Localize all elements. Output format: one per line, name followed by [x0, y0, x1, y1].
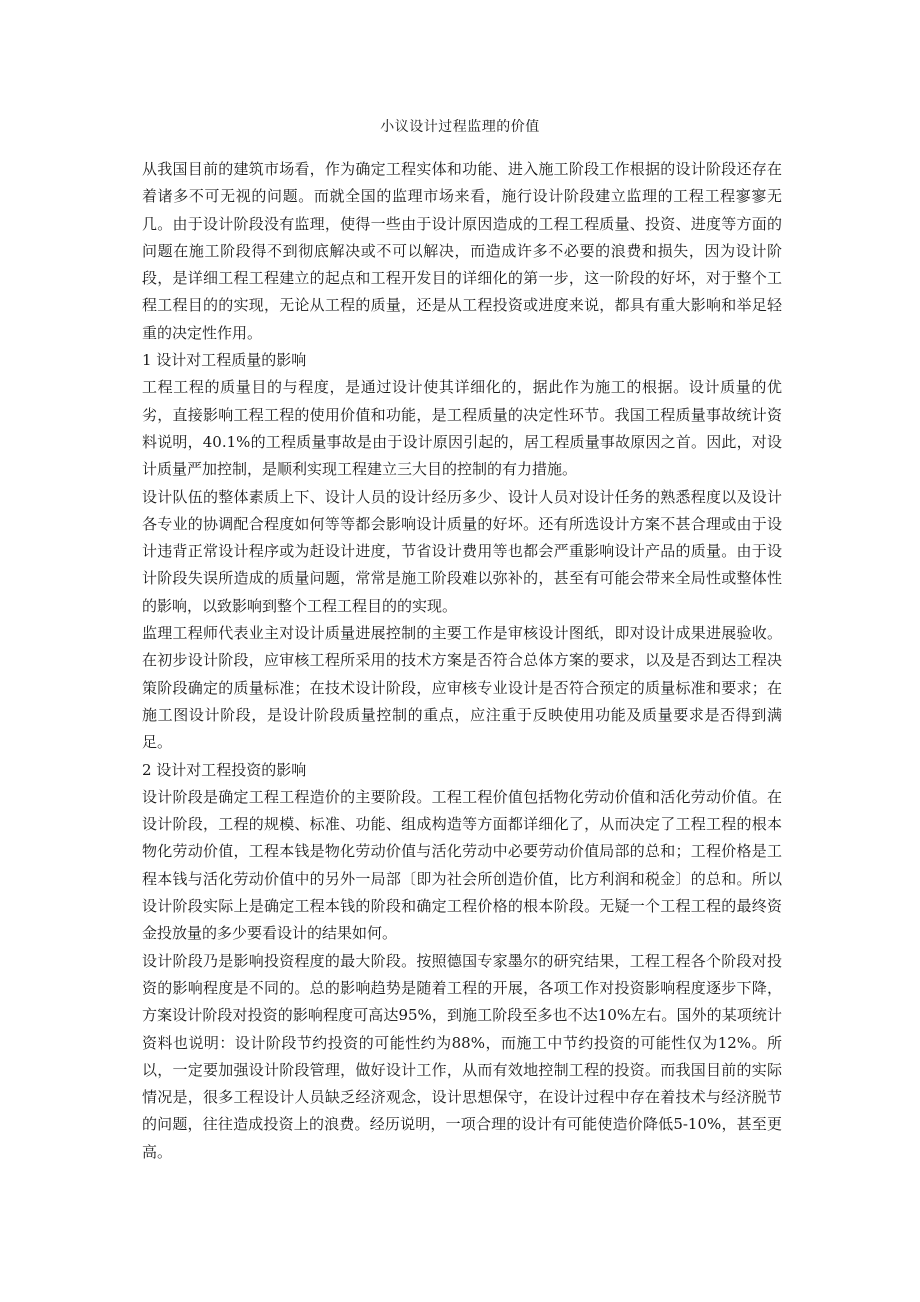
- document-body: [142, 156, 782, 1166]
- page-title: 小议设计过程监理的价值: [380, 119, 540, 135]
- paragraph-quality-goal: 工程工程的质量目的与程度，是通过设计使其详细化的，据此作为施工的根据。设计质量的优劣，直接影响工程工程的使用价值和功能，是工程质量的决定性环节。我国工程质量事故统计资料说明，40.1%的工程质量事故是由于设计原因引起的，居工程质量事故原因之首。因此，对设计质量严加控制，是顺利实现工程建立三大目的控制的有力措施。: [142, 378, 782, 479]
- paragraph-supervision: 监理工程师代表业主对设计质量进展控制的主要工作是审核设计图纸，即对设计成果进展验收。在初步设计阶段，应审核工程所采用的技术方案是否符合总体方案的要求，以及是否到达工程决策阶段确定的质量标准；在技术设计阶段，应审核专业设计是否符合预定的质量标准和要求；在施工图设计阶段，是设计阶段质量控制的重点，应注重于反映使用功能及质量要求是否得到满足。: [142, 624, 782, 752]
- paragraph-intro: 从我国目前的建筑市场看，作为确定工程实体和功能、进入施工阶段工作根据的设计阶段还存在着诸多不可无视的问题。而就全国的监理市场来看，施行设计阶段建立监理的工程工程寥寥无几。由于设计阶段没有监理，使得一些由于设计原因造成的工程工程质量、投资、进度等方面的问题在施工阶段得不到彻底解决或不可以解决，而造成许多不必要的浪费和损失，因为设计阶段，是详细工程工程建立的起点和工程开发目的详细化的第一步，这一阶段的好坏，对于整个工程工程目的的实现，无论从工程的质量，还是从工程投资或进度来说，都具有重大影响和举足轻重的决定性作用。: [142, 160, 782, 342]
- paragraph-cost-stage: 设计阶段是确定工程工程造价的主要阶段。工程工程价值包括物化劳动价值和活化劳动价值。在设计阶段，工程的规模、标准、功能、组成构造等方面都详细化了，从而决定了工程工程的根本物化劳动价值，工程本钱是物化劳动价值与活化劳动中必要劳动价值局部的总和；工程价格是工程本钱与活化劳动价值中的另外一局部〔即为社会所创造价值，比方利润和税金〕的总和。所以设计阶段实际上是确定工程本钱的阶段和确定工程价格的根本阶段。无疑一个工程工程的最终资金投放量的多少要看设计的结果如何。: [142, 787, 782, 943]
- section-heading-investment: 2 设计对工程投资的影响: [142, 760, 307, 779]
- section-heading-quality: 1 设计对工程质量的影响: [142, 351, 307, 370]
- paragraph-design-team: 设计队伍的整体素质上下、设计人员的设计经历多少、设计人员对设计任务的熟悉程度以及设计各专业的协调配合程度如何等等都会影响设计质量的好坏。还有所选设计方案不甚合理或由于设计违背正常设计程序或为赶设计进度，节省设计费用等也都会严重影响设计产品的质量。由于设计阶段失误所造成的质量问题，常常是施工阶段难以弥补的，甚至有可能会带来全局性或整体性的影响，以致影响到整个工程工程目的的实现。: [142, 487, 782, 615]
- paragraph-investment-impact: 设计阶段乃是影响投资程度的最大阶段。按照德国专家墨尔的研究结果，工程工程各个阶段对投资的影响程度是不同的。总的影响趋势是随着工程的开展，各项工作对投资影响程度逐步下降，方案设计阶段对投资的影响程度可高达95%，到施工阶段至多也不达10%左右。国外的某项统计资料也说明：设计阶段节约投资的可能性约为88%，而施工中节约投资的可能性仅为12%。所以，一定要加强设计阶段管理，做好设计工作，从而有效地控制工程的投资。而我国目前的实际情况是，很多工程设计人员缺乏经济观念，设计思想保守，在设计过程中存在着技术与经济脱节的问题，往往造成投资上的浪费。经历说明，一项合理的设计有可能使造价降低5-10%，甚至更高。: [142, 951, 782, 1161]
